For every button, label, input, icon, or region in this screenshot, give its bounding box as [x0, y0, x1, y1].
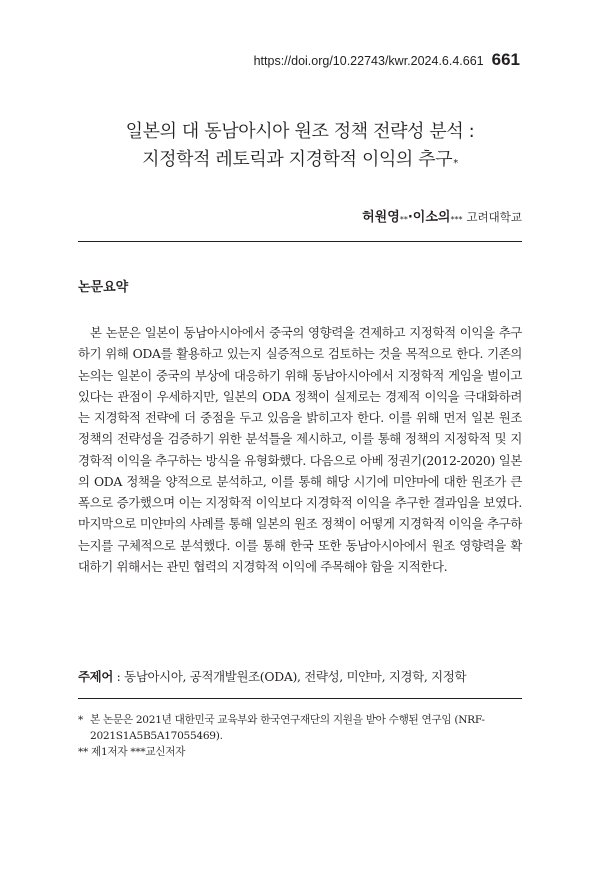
page-number: 661 [491, 50, 520, 69]
paper-title-line1: 일본의 대 동남아시아 원조 정책 전략성 분석 : [125, 121, 475, 142]
keywords-separator: : [113, 669, 125, 684]
top-divider [78, 241, 522, 242]
footnote-1 [78, 712, 528, 744]
keywords-label: 주제어 [78, 669, 114, 684]
footnotes [78, 712, 528, 760]
author-separator: · [407, 210, 413, 225]
paper-title-line2 [0, 145, 600, 171]
title-footnote-mark: * [453, 158, 458, 169]
author-1-mark: ** [399, 215, 408, 224]
footnote-2: ** 제1저자 ***교신저자 [78, 746, 186, 758]
abstract-heading: 논문요약 [78, 280, 129, 295]
footnote-1-mark: * [78, 714, 83, 726]
author-2: 이소의 [412, 210, 451, 225]
affiliation: 고려대학교 [466, 210, 522, 224]
running-header [0, 50, 520, 70]
abstract-paragraph: 본 논문은 일본이 동남아시아에서 중국의 영향력을 견제하고 지정학적 이익을 추구하기 위해 ODA를 활용하고 있는지 실증적으로 검토하는 것을 목적으로 한다. 기존의 논의는 일본이 중국의 부상에 대응하기 위해 동남아시아에서 지정학적 게임을 벌이고 있다는 관점이 우세하지만, 일본의 ODA 정책이 실제로는 경제적 이익을 극대화하려는 지경학적 전략에 더 중점을 두고 있음을 밝히고자 한다. 이를 위해 먼저 일본 원조 정책의 전략성을 검증하기 위한 분석틀을 제시하고, 이를 통해 정책의 지정학적 및 지경학적 이익을 추구하는 방식을 유형화했다. 다음으로 아베 정권기(2012-2020) 일본의 ODA 정책을 양적으로 분석하고, 이를 통해 해당 시기에 미얀마에 대한 원조가 큰 폭으로 증가했으며 이는 지정학적 이익보다 지경학적 이익을 추구한 결과임을 보였다. 마지막으로 미얀마의 사례를 통해 일본의 원조 정책이 어떻게 지경학적 이익을 추구하는지를 구체적으로 분석했다. 이를 통해 한국 또한 동남아시아에서 원조 영향력을 확대하기 위해서는 관민 협력의 지경학적 이익에 주목해야 함을 지적한다. [78, 325, 522, 574]
abstract-body [78, 322, 522, 577]
keywords-list: 동남아시아, 공적개발원조(ODA), 전략성, 미얀마, 지경학, 지정학 [124, 669, 467, 684]
keywords-line [78, 667, 522, 685]
author-2-mark: *** [450, 215, 463, 224]
paper-title-line2-text: 지정학적 레토릭과 지경학적 이익의 추구 [142, 149, 453, 170]
author-1: 허원영 [362, 210, 400, 225]
footnote-divider [78, 698, 522, 699]
doi-link[interactable]: https://doi.org/10.22743/kwr.2024.6.4.661 [253, 54, 484, 68]
author-line [362, 206, 522, 225]
footnote-1-text: 본 논문은 2021년 대한민국 교육부와 한국연구재단의 지원을 받아 수행된 연구임 (NRF-2021S1A5B5A17055469). [90, 714, 485, 742]
